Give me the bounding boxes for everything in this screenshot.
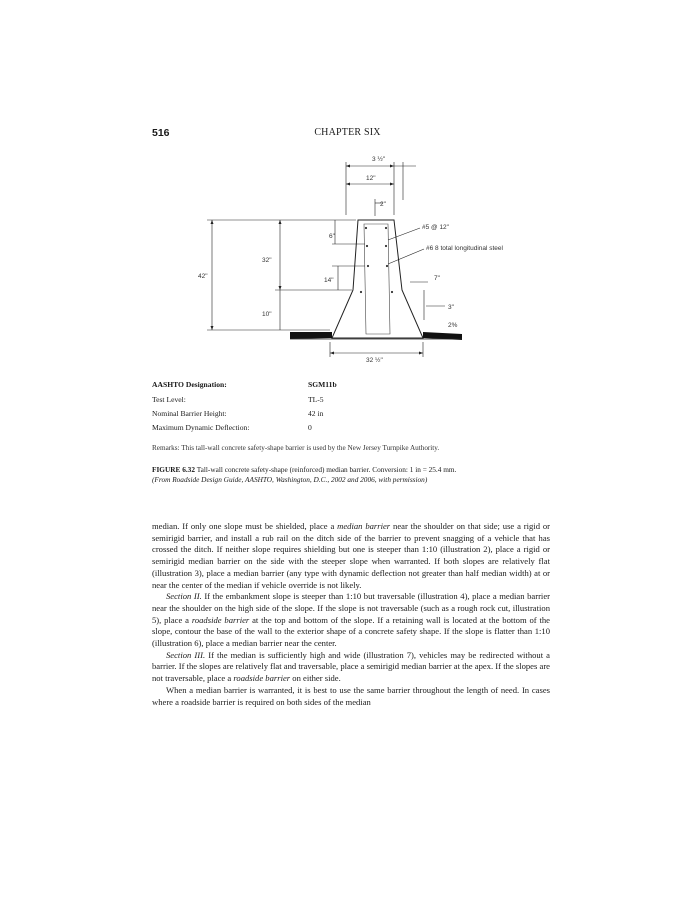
spec-label: Test Level: [152, 395, 186, 404]
dim-top-2: 2" [380, 201, 386, 208]
page-number: 516 [152, 127, 170, 139]
callout-stirrup: #5 @ 12" [422, 224, 449, 231]
figure-caption [152, 465, 552, 485]
spec-label: AASHTO Designation: [152, 380, 227, 389]
callout-longitudinal-steel: #6 8 total longitudinal steel [426, 245, 503, 252]
body-text [152, 521, 550, 708]
dim-14: 14" [324, 277, 334, 284]
spec-value: SGM11b [308, 380, 337, 389]
dim-10: 10" [262, 311, 272, 318]
dim-top-12: 12" [366, 175, 376, 182]
dim-32: 32" [262, 257, 272, 264]
spec-label: Maximum Dynamic Deflection: [152, 423, 250, 432]
paragraph: When a median barrier is warranted, it is best to use the same barrier throughout the length of need. In cases where a roadside barrier is required on both sides of the median [152, 684, 550, 707]
figure-remarks: Remarks: This tall-wall concrete safety-shape barrier is used by the New Jersey Turnpike Authority. [152, 444, 440, 452]
caption-source: (From Roadside Design Guide, AASHTO, Washington, D.C., 2002 and 2006, with permission) [152, 475, 428, 484]
dim-7: 7" [434, 275, 440, 282]
dim-base-width: 32 ½" [366, 357, 383, 364]
caption-text: Tall-wall concrete safety-shape (reinforced) median barrier. Conversion: 1 in = 25.4 mm. [196, 465, 457, 474]
caption-label: FIGURE 6.32 [152, 465, 195, 474]
dim-42: 42" [198, 273, 208, 280]
pavement-left [290, 332, 332, 339]
spec-value: TL-5 [308, 395, 324, 404]
dim-slope: 2% [448, 322, 458, 329]
spec-value: 0 [308, 423, 312, 432]
dim-6: 6" [329, 233, 335, 240]
paragraph: median. If only one slope must be shielded, place a median barrier near the shoulder on that side; use a rigid or semirigid barrier, and install a rub rail on the ditch side of the barrier to prevent snagging of a vehicle that has crossed the ditch. If neither slope requires shielding but one is steeper than 1:10 (illustration 2), place a rigid or semirigid median barrier on the side with the steeper slope when warranted. If both slopes are relatively flat (illustration 3), place a median barrier (any type with dynamic deflection not greater than half median width) at or near the center of the median if vehicle override is not likely. [152, 521, 551, 590]
spec-label: Nominal Barrier Height: [152, 409, 227, 418]
paragraph: Section II. If the embankment slope is steeper than 1:10 but traversable (illustration 4), place a median barrier near the shoulder on the high side of the slope. If the slope is not traversable (such as a rough rock cut, illustration 5), place a roadside barrier at the top and bottom of the slope. If a retaining wall is located at the bottom of the slope, contour the base of the wall to the exterior shape of a concrete safety shape. If the slope is flatter than 1:10 (illustration 6), place a median barrier near the center. [152, 591, 550, 649]
spec-value: 42 in [308, 409, 324, 418]
barrier-outline [332, 220, 423, 338]
dim-top-width: 3 ½" [372, 156, 386, 163]
chapter-title: CHAPTER SIX [314, 127, 381, 138]
paragraph: Section III. If the median is sufficiently high and wide (illustration 7), vehicles may be redirected without a barrier. If the slopes are relatively flat and traversable, place a semirigid median barrier at the apex. If the slopes are not traversable, place a roadside barrier on either side. [152, 649, 551, 684]
dim-3: 3" [448, 304, 454, 311]
